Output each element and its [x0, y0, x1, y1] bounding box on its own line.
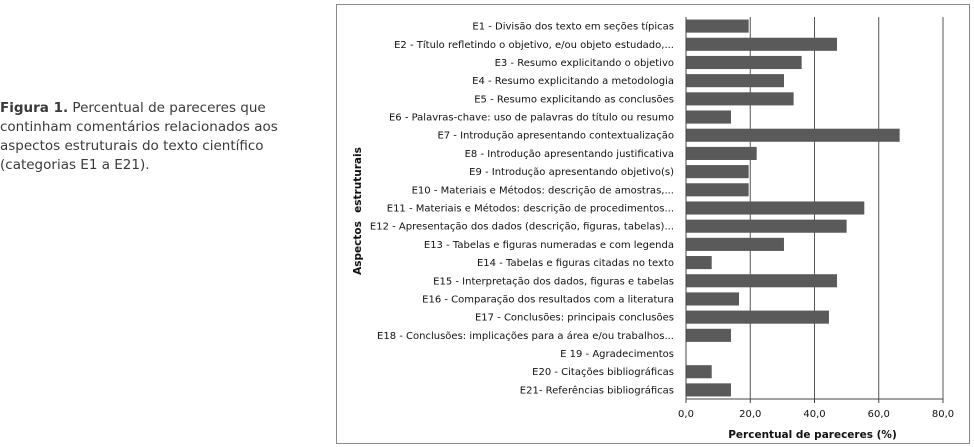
figure-caption-text: Percentual de pareceres que continham comentários relacionados aos aspectos estruturais do texto científico (categorias E1 a E21). — [0, 100, 278, 173]
category-label: E21- Referências bibliográficas — [519, 385, 674, 397]
x-axis-title: Percentual de pareceres (%) — [728, 429, 897, 441]
bar — [686, 183, 749, 196]
category-label: E10 - Materiais e Métodos: descrição de amostras,... — [411, 185, 674, 197]
x-tick-label: 0,0 — [678, 409, 694, 420]
bar — [686, 147, 757, 160]
bar — [686, 201, 864, 214]
category-label: E12 - Apresentação dos dados (descrição, figuras, tabelas)... — [369, 221, 674, 233]
bar — [686, 220, 847, 233]
bar — [686, 311, 829, 324]
x-tick-label: 20,0 — [739, 409, 762, 420]
bar — [686, 38, 837, 51]
x-tick-label: 40,0 — [803, 409, 826, 420]
category-label: E9 - Introdução apresentando objetivo(s) — [469, 167, 674, 179]
category-label: E8 - Introdução apresentando justificativa — [464, 148, 674, 160]
figure-caption-label: Figura 1. — [0, 100, 69, 116]
category-label: E1 - Divisão dos texto em seções típicas — [472, 21, 674, 33]
x-tick-label: 80,0 — [931, 409, 955, 420]
bar — [686, 365, 712, 378]
bar — [686, 256, 712, 269]
bar — [686, 292, 739, 305]
bar — [686, 92, 794, 105]
bar — [686, 274, 837, 287]
category-label: E18 - Conclusões: implicações para a área e/ou trabalhos... — [377, 330, 674, 342]
x-tick-label: 60,0 — [867, 409, 890, 420]
category-label: E5 - Resumo explicitando as conclusões — [474, 94, 674, 106]
y-axis-title-word: Aspectos — [352, 221, 364, 275]
category-label: E4 - Resumo explicitando a metodologia — [472, 76, 674, 88]
category-label: E7 - Introdução apresentando contextualização — [437, 130, 674, 142]
category-label: E20 - Citações bibliográficas — [532, 367, 674, 379]
bar — [686, 238, 784, 251]
category-label: E14 - Tabelas e figuras citadas no texto — [476, 258, 674, 270]
bar — [686, 383, 731, 396]
category-label: E 19 - Agradecimentos — [560, 349, 674, 361]
category-label: E13 - Tabelas e figuras numeradas e com legenda — [423, 239, 674, 251]
bar — [686, 74, 784, 87]
y-axis-title — [352, 147, 364, 275]
bar — [686, 20, 749, 33]
category-label: E16 - Comparação dos resultados com a literatura — [422, 294, 674, 306]
y-axis-title-word: estruturais — [352, 147, 364, 213]
category-label: E3 - Resumo explicitando o objetivo — [494, 57, 674, 69]
category-label: E11 - Materiais e Métodos: descrição de procedimentos... — [386, 203, 674, 215]
bar — [686, 110, 731, 123]
category-label: E15 - Interpretação dos dados, figuras e tabelas — [433, 276, 674, 288]
category-label: E17 - Conclusões: principais conclusões — [474, 312, 674, 324]
bar — [686, 329, 731, 342]
category-label: E2 - Título refletindo o objetivo, e/ou objeto estudado,... — [394, 39, 674, 51]
category-label: E6 - Palavras-chave: uso de palavras do título ou resumo — [388, 112, 674, 124]
bar — [686, 56, 802, 69]
bar — [686, 129, 900, 142]
bar — [686, 165, 749, 178]
